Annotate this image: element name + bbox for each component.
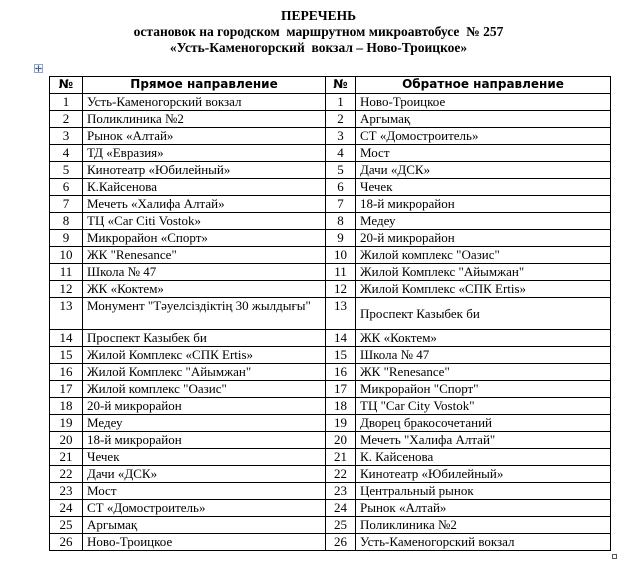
forward-stop-name: Монумент "Тәуелсіздіктің 30 жылдығы" xyxy=(83,298,326,330)
reverse-stop-number: 23 xyxy=(326,483,356,500)
forward-stop-name: 18-й микрорайон xyxy=(83,432,326,449)
reverse-stop-name: Жилой комплекс "Оазис" xyxy=(356,247,611,264)
reverse-stop-number: 21 xyxy=(326,449,356,466)
table-row xyxy=(50,213,611,230)
reverse-stop-number: 16 xyxy=(326,364,356,381)
reverse-stop-name: Жилой Комплекс «СПК Ertis» xyxy=(356,281,611,298)
stops-table-body xyxy=(50,94,611,551)
reverse-stop-number: 15 xyxy=(326,347,356,364)
table-row xyxy=(50,179,611,196)
forward-stop-number: 6 xyxy=(50,179,83,196)
reverse-stop-name: Усть-Каменогорский вокзал xyxy=(356,534,611,551)
reverse-stop-name: Проспект Казыбек би xyxy=(356,298,611,330)
header-reverse: Обратное направление xyxy=(356,77,611,94)
forward-stop-number: 23 xyxy=(50,483,83,500)
reverse-stop-name: Кинотеатр «Юбилейный» xyxy=(356,466,611,483)
forward-stop-number: 11 xyxy=(50,264,83,281)
forward-stop-number: 25 xyxy=(50,517,83,534)
reverse-stop-name: К. Кайсенова xyxy=(356,449,611,466)
reverse-stop-name: Чечек xyxy=(356,179,611,196)
table-move-handle-icon[interactable] xyxy=(34,64,43,73)
reverse-stop-number: 20 xyxy=(326,432,356,449)
reverse-stop-number: 5 xyxy=(326,162,356,179)
header-forward: Прямое направление xyxy=(83,77,326,94)
reverse-stop-name: Мост xyxy=(356,145,611,162)
reverse-stop-name: Жилой Комплекс "Айымжан" xyxy=(356,264,611,281)
forward-stop-number: 20 xyxy=(50,432,83,449)
forward-stop-name: Ново-Троицкое xyxy=(83,534,326,551)
reverse-stop-name: Аргымақ xyxy=(356,111,611,128)
header-num-reverse: № xyxy=(326,77,356,94)
forward-stop-name: Рынок «Алтай» xyxy=(83,128,326,145)
reverse-stop-number: 7 xyxy=(326,196,356,213)
table-row xyxy=(50,162,611,179)
reverse-stop-number: 17 xyxy=(326,381,356,398)
forward-stop-number: 4 xyxy=(50,145,83,162)
header-num-forward: № xyxy=(50,77,83,94)
reverse-stop-name: 18-й микрорайон xyxy=(356,196,611,213)
reverse-stop-number: 22 xyxy=(326,466,356,483)
reverse-stop-number: 14 xyxy=(326,330,356,347)
table-row xyxy=(50,230,611,247)
table-row xyxy=(50,449,611,466)
reverse-stop-number: 24 xyxy=(326,500,356,517)
forward-stop-number: 22 xyxy=(50,466,83,483)
forward-stop-number: 19 xyxy=(50,415,83,432)
forward-stop-name: К.Кайсенова xyxy=(83,179,326,196)
table-row xyxy=(50,247,611,264)
reverse-stop-name: Мечеть "Халифа Алтай" xyxy=(356,432,611,449)
reverse-stop-name: Рынок «Алтай» xyxy=(356,500,611,517)
reverse-stop-name: Поликлиника №2 xyxy=(356,517,611,534)
table-row xyxy=(50,466,611,483)
forward-stop-number: 8 xyxy=(50,213,83,230)
reverse-stop-number: 9 xyxy=(326,230,356,247)
table-row xyxy=(50,483,611,500)
reverse-stop-number: 8 xyxy=(326,213,356,230)
forward-stop-number: 3 xyxy=(50,128,83,145)
forward-stop-name: Жилой Комплекс "Айымжан" xyxy=(83,364,326,381)
reverse-stop-name: Школа № 47 xyxy=(356,347,611,364)
table-row xyxy=(50,330,611,347)
forward-stop-number: 13 xyxy=(50,298,83,330)
reverse-stop-name: Центральный рынок xyxy=(356,483,611,500)
forward-stop-number: 1 xyxy=(50,94,83,111)
reverse-stop-number: 12 xyxy=(326,281,356,298)
table-row xyxy=(50,128,611,145)
table-row xyxy=(50,298,611,330)
stops-table xyxy=(49,76,611,551)
forward-stop-name: СТ «Домостроитель» xyxy=(83,500,326,517)
forward-stop-name: Школа № 47 xyxy=(83,264,326,281)
reverse-stop-number: 3 xyxy=(326,128,356,145)
forward-stop-name: ЖК "Renesance" xyxy=(83,247,326,264)
document-heading xyxy=(0,8,637,56)
forward-stop-name: Мост xyxy=(83,483,326,500)
reverse-stop-name: Микрорайон "Спорт" xyxy=(356,381,611,398)
forward-stop-number: 2 xyxy=(50,111,83,128)
table-row xyxy=(50,432,611,449)
table-row xyxy=(50,415,611,432)
forward-stop-number: 15 xyxy=(50,347,83,364)
forward-stop-name: 20-й микрорайон xyxy=(83,398,326,415)
table-row xyxy=(50,145,611,162)
forward-stop-name: Микрорайон «Спорт» xyxy=(83,230,326,247)
forward-stop-name: Жилой комплекс "Оазис" xyxy=(83,381,326,398)
table-row xyxy=(50,264,611,281)
forward-stop-name: ТЦ «Car Citi Vostok» xyxy=(83,213,326,230)
forward-stop-name: Мечеть «Халифа Алтай» xyxy=(83,196,326,213)
table-row xyxy=(50,111,611,128)
forward-stop-number: 21 xyxy=(50,449,83,466)
table-row xyxy=(50,94,611,111)
reverse-stop-number: 11 xyxy=(326,264,356,281)
reverse-stop-name: ЖК «Коктем» xyxy=(356,330,611,347)
reverse-stop-number: 13 xyxy=(326,298,356,330)
table-row xyxy=(50,534,611,551)
table-row xyxy=(50,281,611,298)
forward-stop-number: 10 xyxy=(50,247,83,264)
forward-stop-name: Жилой Комплекс «СПК Ertis» xyxy=(83,347,326,364)
forward-stop-name: Аргымақ xyxy=(83,517,326,534)
route-name: «Усть-Каменогорский вокзал – Ново-Троицкое» xyxy=(169,40,468,55)
reverse-stop-name: ТЦ "Car City Vostok" xyxy=(356,398,611,415)
table-row xyxy=(50,398,611,415)
table-row xyxy=(50,500,611,517)
reverse-stop-name: 20-й микрорайон xyxy=(356,230,611,247)
reverse-stop-name: Дачи «ДСК» xyxy=(356,162,611,179)
reverse-stop-name: ЖК "Renesance" xyxy=(356,364,611,381)
forward-stop-name: Проспект Казыбек би xyxy=(83,330,326,347)
document-title: ПЕРЕЧЕНЬ xyxy=(280,8,357,23)
reverse-stop-number: 26 xyxy=(326,534,356,551)
reverse-stop-name: Дворец бракосочетаний xyxy=(356,415,611,432)
forward-stop-name: ЖК «Коктем» xyxy=(83,281,326,298)
reverse-stop-number: 6 xyxy=(326,179,356,196)
forward-stop-number: 12 xyxy=(50,281,83,298)
forward-stop-number: 14 xyxy=(50,330,83,347)
forward-stop-number: 26 xyxy=(50,534,83,551)
forward-stop-number: 9 xyxy=(50,230,83,247)
reverse-stop-number: 10 xyxy=(326,247,356,264)
table-row xyxy=(50,347,611,364)
reverse-stop-name: Медеу xyxy=(356,213,611,230)
document-subtitle: остановок на городском маршрутном микроавтобусе № 257 xyxy=(133,24,504,39)
reverse-stop-number: 19 xyxy=(326,415,356,432)
reverse-stop-name: Ново-Троицкое xyxy=(356,94,611,111)
forward-stop-name: Поликлиника №2 xyxy=(83,111,326,128)
forward-stop-name: Медеу xyxy=(83,415,326,432)
reverse-stop-number: 4 xyxy=(326,145,356,162)
forward-stop-number: 18 xyxy=(50,398,83,415)
forward-stop-number: 17 xyxy=(50,381,83,398)
forward-stop-name: Усть-Каменогорский вокзал xyxy=(83,94,326,111)
reverse-stop-number: 18 xyxy=(326,398,356,415)
reverse-stop-name: СТ «Домостроитель» xyxy=(356,128,611,145)
reverse-stop-number: 2 xyxy=(326,111,356,128)
forward-stop-number: 24 xyxy=(50,500,83,517)
table-row xyxy=(50,364,611,381)
forward-stop-name: ТД «Евразия» xyxy=(83,145,326,162)
forward-stop-name: Чечек xyxy=(83,449,326,466)
table-row xyxy=(50,517,611,534)
table-resize-handle[interactable] xyxy=(612,554,617,559)
forward-stop-name: Кинотеатр «Юбилейный» xyxy=(83,162,326,179)
table-row xyxy=(50,196,611,213)
reverse-stop-number: 25 xyxy=(326,517,356,534)
reverse-stop-number: 1 xyxy=(326,94,356,111)
table-header-row xyxy=(50,77,611,94)
table-row xyxy=(50,381,611,398)
forward-stop-number: 16 xyxy=(50,364,83,381)
forward-stop-number: 5 xyxy=(50,162,83,179)
forward-stop-number: 7 xyxy=(50,196,83,213)
forward-stop-name: Дачи «ДСК» xyxy=(83,466,326,483)
